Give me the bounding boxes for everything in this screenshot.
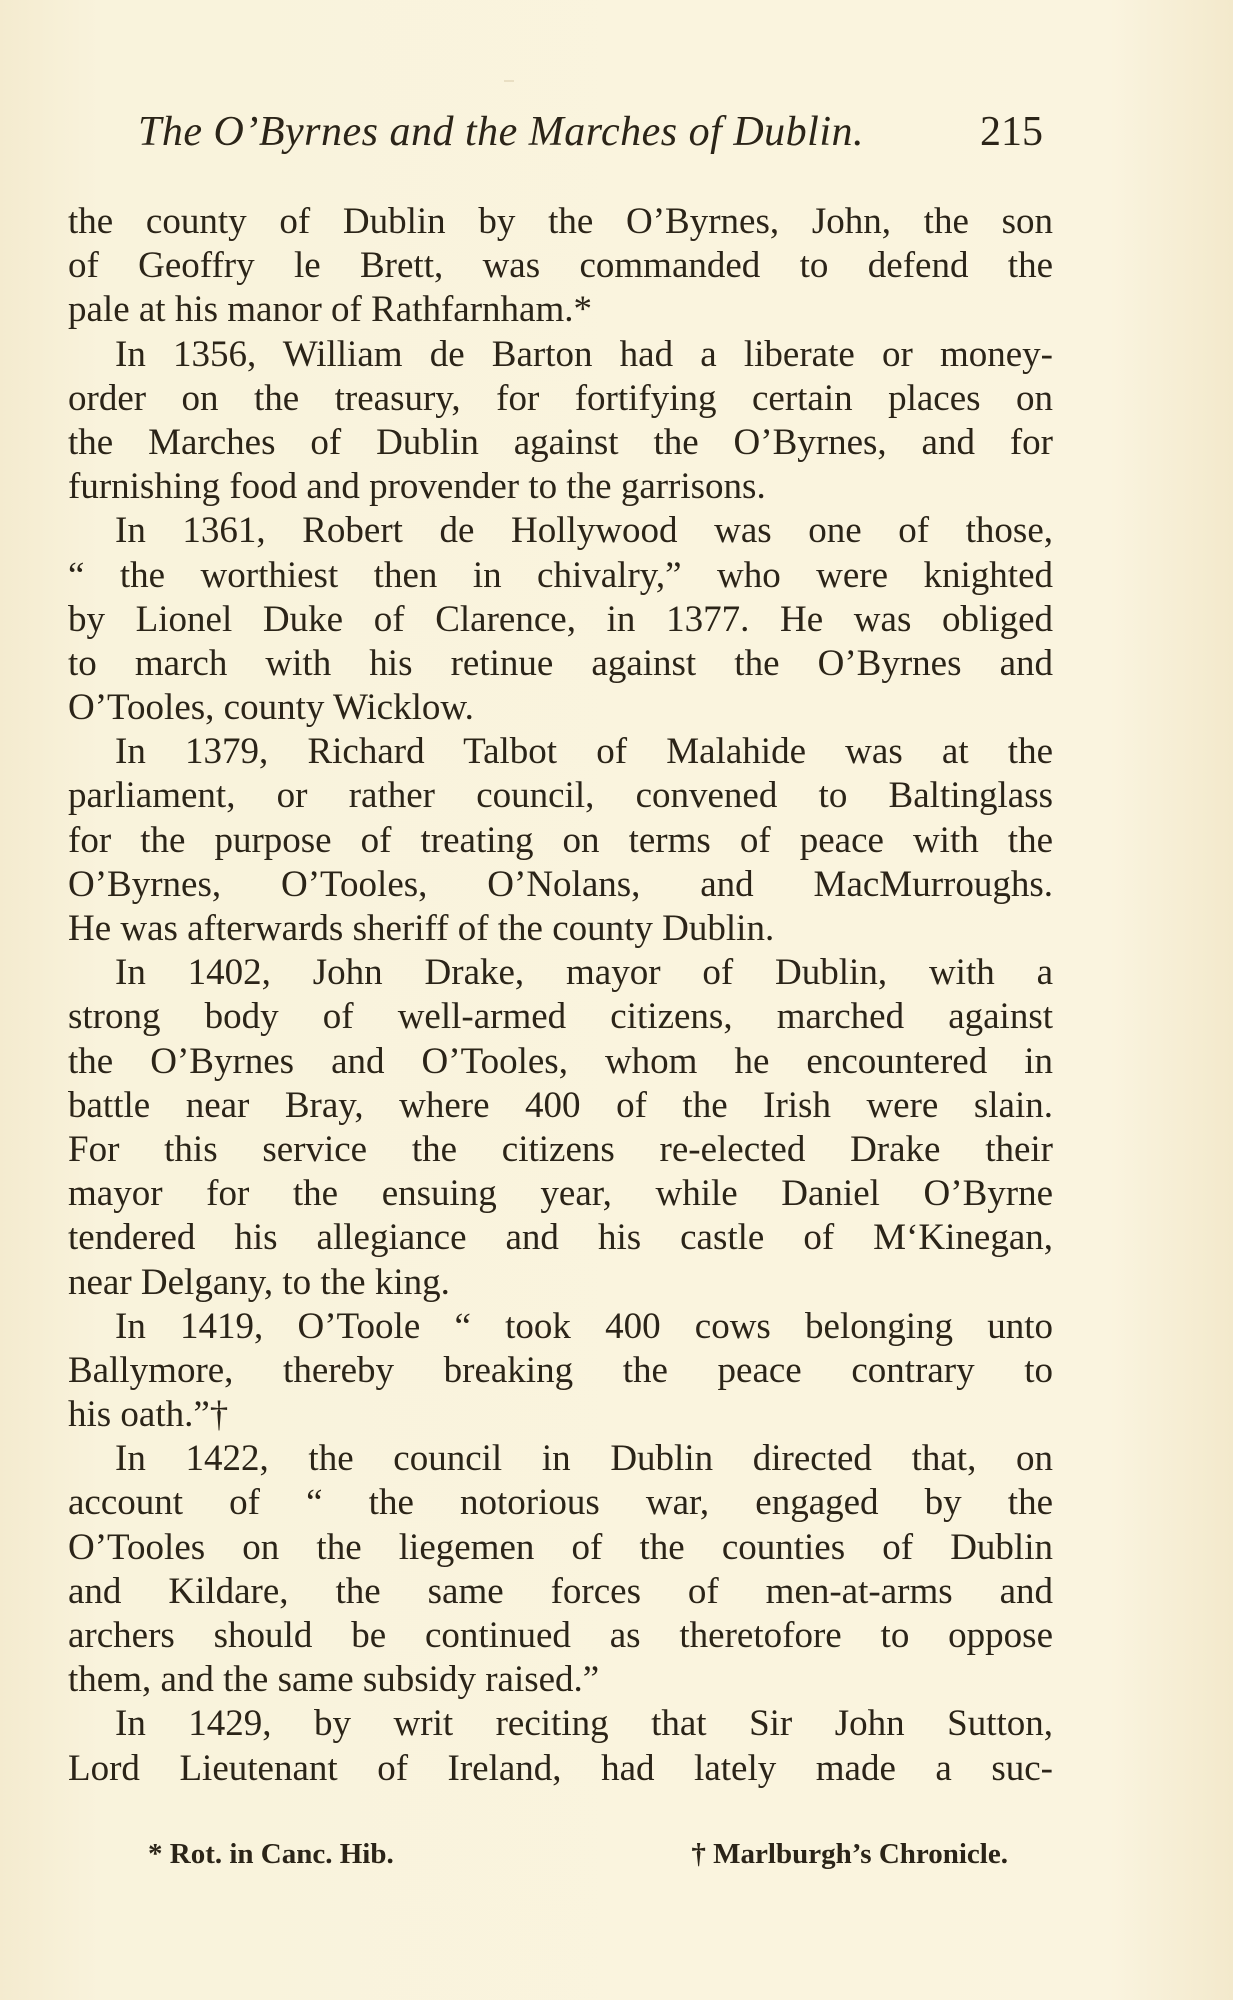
text-line: tendered his allegiance and his castle of M‘Kinegan,: [68, 1217, 1053, 1259]
text-line: of Geoffry le Brett, was commanded to defend the: [68, 245, 1053, 287]
text-line: archers should be continued as theretofore to oppose: [68, 1615, 1053, 1656]
text-line: pale at his manor of Rathfarnham.*: [68, 289, 592, 331]
text-line: by Lionel Duke of Clarence, in 1377. He was obliged: [68, 598, 1053, 640]
text-line: order on the treasury, for fortifying certain places on: [68, 377, 1053, 419]
text-line: parliament, or rather council, convened to Baltinglass: [68, 775, 1053, 817]
text-line: For this service the citizens re-elected Drake their: [68, 1128, 1053, 1170]
text-line: account of “ the notorious war, engaged by the: [68, 1482, 1053, 1524]
page-header: [138, 108, 1043, 168]
text-line: He was afterwards sheriff of the county Dublin.: [68, 908, 775, 949]
text-line: O’Byrnes, O’Tooles, O’Nolans, and MacMurroughs.: [68, 863, 1053, 905]
text-line: the O’Byrnes and O’Tooles, whom he encountered in: [68, 1040, 1053, 1082]
text-line: In 1419, O’Toole “ took 400 cows belonging unto: [115, 1305, 1053, 1347]
text-line: and Kildare, the same forces of men-at-arms and: [68, 1570, 1053, 1612]
running-title: The O’Byrnes and the Marches of Dublin.: [138, 109, 864, 155]
text-line: battle near Bray, where 400 of the Irish were slain.: [68, 1084, 1053, 1126]
text-line: near Delgany, to the king.: [68, 1261, 450, 1303]
text-line: for the purpose of treating on terms of peace with the: [68, 819, 1053, 861]
page-number: 215: [980, 109, 1043, 155]
page-speck: [504, 80, 514, 82]
text-line: strong body of well-armed citizens, marched against: [68, 996, 1053, 1038]
text-line: In 1422, the council in Dublin directed that, on: [115, 1438, 1053, 1480]
text-line: In 1356, William de Barton had a liberate or money-: [115, 333, 1053, 375]
footnote-marlburgh: † Marlburgh’s Chronicle.: [691, 1838, 1008, 1870]
text-line: O’Tooles on the liegemen of the counties of Dublin: [68, 1526, 1053, 1568]
text-line: In 1379, Richard Talbot of Malahide was at the: [115, 731, 1053, 773]
text-line: Lord Lieutenant of Ireland, had lately made a suc-: [68, 1747, 1053, 1789]
text-line: In 1361, Robert de Hollywood was one of those,: [115, 510, 1053, 552]
footnotes: [148, 1838, 1008, 1878]
text-line: In 1402, John Drake, mayor of Dublin, with a: [115, 952, 1053, 994]
text-line: furnishing food and provender to the garrisons.: [68, 466, 766, 508]
text-line: the county of Dublin by the O’Byrnes, John, the son: [68, 201, 1053, 242]
text-line: O’Tooles, county Wicklow.: [68, 687, 474, 729]
text-line: mayor for the ensuing year, while Daniel O’Byrne: [68, 1173, 1053, 1215]
text-line: them, and the same subsidy raised.”: [68, 1659, 600, 1701]
text-line: “ the worthiest then in chivalry,” who were knighted: [68, 554, 1053, 596]
text-line: to march with his retinue against the O’Byrnes and: [68, 642, 1053, 684]
footnote-rot-in-canc: * Rot. in Canc. Hib.: [148, 1838, 394, 1870]
text-line: In 1429, by writ reciting that Sir John Sutton,: [115, 1703, 1053, 1745]
text-line: Ballymore, thereby breaking the peace contrary to: [68, 1349, 1053, 1391]
body-text: [68, 200, 1053, 1791]
text-line: his oath.”†: [68, 1394, 229, 1436]
text-line: the Marches of Dublin against the O’Byrnes, and for: [68, 421, 1053, 463]
